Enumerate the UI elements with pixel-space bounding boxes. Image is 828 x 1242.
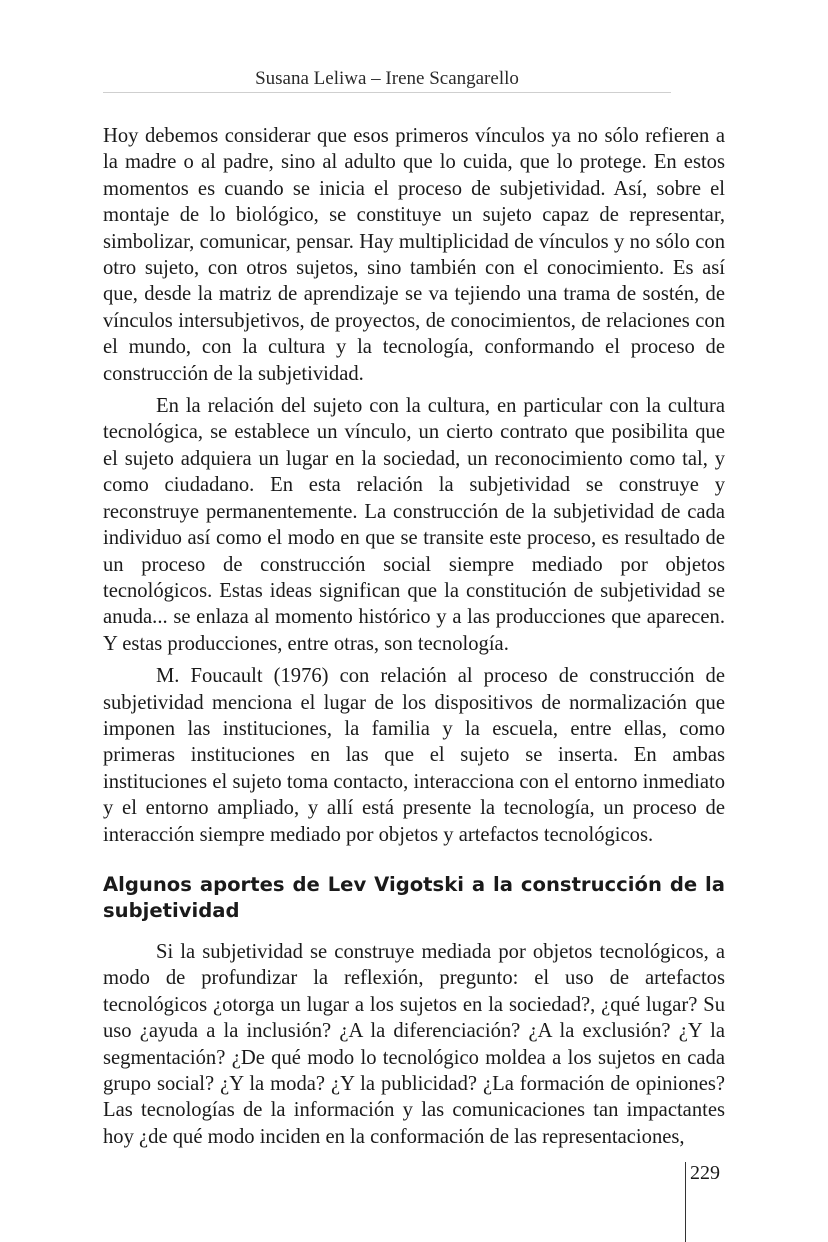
paragraph-2: En la relación del sujeto con la cultura, en particular con la cultura tecnológica, se establece un vínculo, un cierto contrato que posibilita que el sujeto adquiera un lugar en la sociedad, un reconocimiento como tal, y como ciudadano. En esta relación la subjetividad se construye y reconstruye permanentemente. La construcción de la subjetividad de cada individuo así como el modo en que se transite este proceso, es resultado de un proceso de construcción social siempre mediado por objetos tecnológicos. Estas ideas significan que la constitución de subjetividad se anuda... se enlaza al momento histórico y a las producciones que aparecen. Y estas producciones, entre otras, son tecnología. [103,395,725,655]
header-divider [103,92,671,93]
paragraph-3: M. Foucault (1976) con relación al proceso de construcción de subjetividad menciona el lugar de los dispositivos de normalización que imponen las instituciones, la familia y la escuela, entre ellas, como primeras instituciones en las que el sujeto se inserta. En ambas instituciones el sujeto toma contacto, interacciona con el entorno inmediato y el entorno ampliado, y allí está presente la tecnología, un proceso de interacción siempre mediado por objetos y artefactos tecnológicos. [103,665,725,846]
section-paragraph-1: Si la subjetividad se construye mediada por objetos tecnológicos, a modo de profundizar la reflexión, pregunto: el uso de artefactos tecnológicos ¿otorga un lugar a los sujetos en la sociedad?, ¿qué lugar? Su uso ¿ayuda a la inclusión? ¿A la diferenciación? ¿A la exclusión? ¿Y la segmentación? ¿De qué modo lo tecnológico moldea a los sujetos en cada grupo social? ¿Y la moda? ¿Y la publicidad? ¿La formación de opiniones? Las tecnologías de la información y las comunicaciones tan impactantes hoy ¿de qué modo inciden en la conformación de las representaciones, [103,940,725,1148]
page-body [103,123,725,1156]
page-number-rule [685,1162,686,1242]
running-header: Susana Leliwa – Irene Scangarello [255,68,519,89]
paragraph-1: Hoy debemos considerar que esos primeros vínculos ya no sólo refieren a la madre o al padre, sino al adulto que lo cuida, que lo protege. En estos momentos es cuando se inicia el proceso de subjetividad. Así, sobre el montaje de lo biológico, se constituye un sujeto capaz de representar, simbolizar, comunicar, pensar. Hay multiplicidad de vínculos y no sólo con otro sujeto, con otros sujetos, sino también con el conocimiento. Es así que, desde la matriz de aprendizaje se va tejiendo una trama de sostén, de vínculos intersubjetivos, de proyectos, de conocimientos, de relaciones con el mundo, con la cultura y la tecnología, conformando el proceso de construcción de la subjetividad. [103,125,725,385]
page-number: 229 [690,1162,720,1184]
section-heading: Algunos aportes de Lev Vigotski a la construcción de la subjetividad [103,872,725,922]
